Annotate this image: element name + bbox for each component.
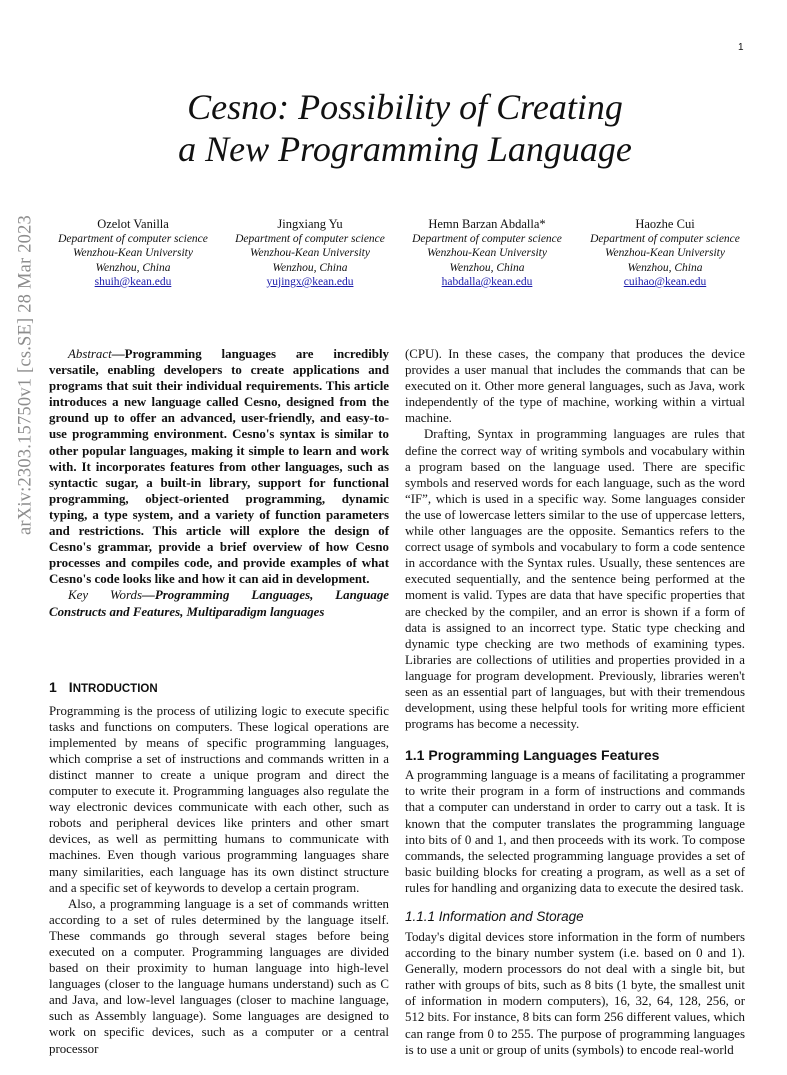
section-title-rest: NTRODUCTION	[72, 682, 158, 695]
author-department: Department of computer science	[412, 233, 562, 245]
information-storage-paragraph: Today's digital devices store information in the form of numbers according to the binary number system (i.e. based on 0 and 1). Generally, modern processors do not deal with a single bit, but rather with groups of bits, such as 8 bits (1 byte, the smallest unit of information in modern computers), 16, 32, 64, 128, 256, or 512 bits. For instance, 8 bits can form 256 different values, which can range from 0 to 255. The purpose of programming languages is to use a unit or group of units (symbols) to encode real-world	[405, 930, 745, 1057]
author-department: Department of computer science	[235, 233, 385, 245]
author-city: Wenzhou, China	[272, 261, 348, 274]
author-email-link[interactable]: yujingx@kean.edu	[266, 275, 354, 288]
author-department: Department of computer science	[58, 233, 208, 245]
author-university: Wenzhou-Kean University	[427, 247, 547, 260]
paper-title	[110, 86, 700, 170]
author-block	[570, 216, 760, 289]
title-line-2: a New Programming Language	[178, 129, 632, 169]
keywords	[49, 587, 389, 619]
section-title-initial: I	[68, 678, 73, 695]
abstract-label: Abstract	[68, 347, 112, 361]
author-city: Wenzhou, China	[449, 261, 525, 274]
page-number: 1	[738, 42, 744, 53]
author-email-link[interactable]: habdalla@kean.edu	[441, 275, 533, 288]
section-number: 1	[49, 678, 57, 695]
author-block	[392, 216, 582, 289]
subsubsection-heading-information-storage: 1.1.1 Information and Storage	[405, 909, 584, 924]
title-line-1: Cesno: Possibility of Creating	[187, 87, 623, 127]
arxiv-identifier-stamp[interactable]: arXiv:2303.15750v1 [cs.SE] 28 Mar 2023	[15, 214, 36, 536]
author-email-link[interactable]: cuihao@kean.edu	[623, 275, 707, 288]
author-university: Wenzhou-Kean University	[605, 247, 725, 260]
author-city: Wenzhou, China	[95, 261, 171, 274]
intro-paragraph-1: Programming is the process of utilizing logic to execute specific tasks and functions on computers. These logical operations are implemented by means of specific programming languages, which comprise a set of instructions and commands written in a distinct manner to create a unique program and direct the computer to execute it. Programming languages also regulate the way electronic devices communicate with each other, such as robots and peripheral devices like printers and other smart devices, as well as permitting humans to communicate with machines. Even though various programming languages share many similarities, each language has its own distinct structure and a specific set of keywords to develop a certain program.	[49, 703, 389, 895]
subsection-heading-features: 1.1 Programming Languages Features	[405, 747, 660, 764]
keywords-label: Key Words	[68, 588, 143, 603]
author-name: Jingxiang Yu	[277, 217, 343, 231]
author-university: Wenzhou-Kean University	[250, 247, 370, 260]
author-block	[38, 216, 228, 289]
author-name: Hemn Barzan Abdalla*	[428, 217, 546, 231]
keywords-text: —Programming Languages, Language Constructs and Features, Multiparadigm languages	[49, 588, 390, 619]
author-email-link[interactable]: shuih@kean.edu	[94, 275, 172, 288]
author-name: Ozelot Vanilla	[97, 217, 169, 231]
intro-paragraph-3: Drafting, Syntax in programming languages are rules that define the correct way of writing symbols and vocabulary within a program based on the language used. There are specific symbols and reserved words for each language, such as the word “IF”, which is used in a specific way. Some languages consider the use of lowercase letters similar to the use of uppercase letters, while other languages are the opposite. Semantics refers to the correct usage of symbols and vocabulary to form a code sentence in accordance with the Syntax rules. Usually, these sentences are executed sequentially, and the sentence being performed at the moment is valid. Types are data that have specific properties that are checked by the compiler, and an error is shown if a form of data is assigned to an incorrect type. Static type checking and dynamic type checking are two methods of examining types. Libraries are collections of utilities and properties provided in a language for program development. Previously, libraries weren't seen as an essential part of languages, but with their tremendous development, using these helpful tools for writing more efficient programs has become a necessity.	[405, 427, 745, 732]
author-university: Wenzhou-Kean University	[73, 247, 193, 260]
section-heading-introduction	[49, 678, 389, 698]
author-department: Department of computer science	[590, 233, 740, 245]
author-name: Haozhe Cui	[635, 217, 695, 231]
left-column	[49, 346, 389, 1057]
intro-paragraph-2: Also, a programming language is a set of commands written according to a set of rules determined by the language itself. These commands go through several stages before being executed on a computer. Programming languages are divided based on their proximity to human language into high-level languages (closer to the language humans understand) such as C and Java, and low-level languages (closer to machine language, such as Assembly language). Some languages are designed to work on specific devices, such as a computer or a central processor	[49, 896, 389, 1056]
features-paragraph: A programming language is a means of facilitating a programmer to write their program in a form of instructions and commands that a computer can understand in order to carry out a task. It is known that the computer translates the programming language into bits of 0 and 1, and then proceeds with its work. To compose commands, the selected programming language provides a set of basic building blocks for creating a program, as well as a set of rules for handling and organizing data to execute the desired task.	[405, 768, 745, 895]
author-city: Wenzhou, China	[627, 261, 703, 274]
right-column	[405, 346, 745, 1058]
abstract-text: —Programming languages are incredibly versatile, enabling developers to create applications and programs that suit their individual requirements. This article introduces a new language called Cesno, designed from the ground up to offer an advanced, user-friendly, and easy-to-use programming environment. Cesno's syntax is similar to other popular languages, making it simple to learn and work with. It incorporates features from other languages, such as syntactic sugar, a built-in library, support for functional programming, object-oriented programming, dynamic typing, a type system, and a variety of function parameters and restrictions. This article will explore the design of Cesno's grammar, provide a brief overview of how Cesno processes and compiles code, and provide examples of what Cesno's code looks like and how it can aid in development.	[49, 347, 389, 587]
abstract	[49, 346, 389, 587]
intro-paragraph-2-continued: (CPU). In these cases, the company that produces the device provides a user manual that includes the commands that can be executed on it. Other more general languages, such as Java, work independently of the type of machine, working within a virtual machine.	[405, 347, 745, 426]
author-block	[215, 216, 405, 289]
